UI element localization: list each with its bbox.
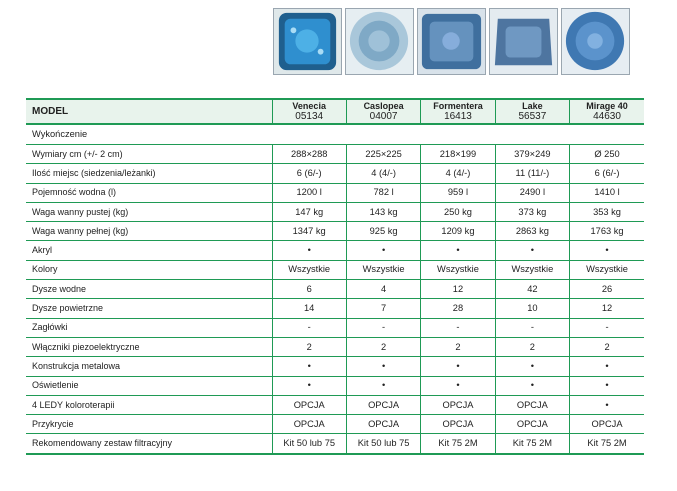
cell-value: 42 (495, 280, 569, 299)
cell-value: • (570, 376, 644, 395)
cell-value: 4 (4/-) (346, 164, 420, 183)
table-row (26, 164, 644, 183)
cell-value: 6 (6/-) (570, 164, 644, 183)
cell-value: 225×225 (346, 145, 420, 164)
cell-value: 12 (570, 299, 644, 318)
cell-value: 26 (570, 280, 644, 299)
table-row (26, 318, 644, 337)
table-row (26, 145, 644, 164)
cell-value: 782 l (346, 183, 420, 202)
row-label: Waga wanny pełnej (kg) (26, 222, 272, 241)
cell-value: - (421, 318, 495, 337)
row-label: Dysze wodne (26, 280, 272, 299)
cell-value: • (346, 241, 420, 260)
cell-value: 14 (272, 299, 346, 318)
spa-image-venecia (274, 9, 341, 74)
row-label: Rekomendowany zestaw filtracyjny (26, 434, 272, 454)
spa-image-lake (490, 9, 557, 74)
row-label: Konstrukcja metalowa (26, 357, 272, 376)
row-label: Dysze powietrzne (26, 299, 272, 318)
row-label: Przykrycie (26, 415, 272, 434)
spa-image-caslopea (346, 9, 413, 74)
cell-value: 147 kg (272, 202, 346, 221)
cell-value: 925 kg (346, 222, 420, 241)
model-column-header: Lake 56537 (495, 99, 569, 124)
row-label: Wymiary cm (+/- 2 cm) (26, 145, 272, 164)
model-column-header: Mirage 40 44630 (570, 99, 644, 124)
cell-value: 2 (421, 337, 495, 356)
cell-value: 959 l (421, 183, 495, 202)
cell-value: 11 (11/-) (495, 164, 569, 183)
cell-value: 2 (495, 337, 569, 356)
product-thumbnails (273, 8, 630, 75)
cell-value: OPCJA (346, 395, 420, 414)
cell-value: Kit 75 2M (495, 434, 569, 454)
cell-value: OPCJA (346, 415, 420, 434)
cell-value: 1410 l (570, 183, 644, 202)
cell-value: 1763 kg (570, 222, 644, 241)
row-label: 4 LEDY koloroterapii (26, 395, 272, 414)
cell-value: 2 (570, 337, 644, 356)
cell-value: OPCJA (272, 395, 346, 414)
cell-value: • (346, 376, 420, 395)
cell-value: • (272, 357, 346, 376)
cell-value: 4 (346, 280, 420, 299)
table-row (26, 299, 644, 318)
cell-value: • (570, 241, 644, 260)
table-row (26, 337, 644, 356)
row-label: Ilość miejsc (siedzenia/leżanki) (26, 164, 272, 183)
cell-value: OPCJA (570, 415, 644, 434)
model-column-header: Caslopea 04007 (346, 99, 420, 124)
cell-value: • (272, 241, 346, 260)
cell-value: OPCJA (421, 395, 495, 414)
cell-value: 2 (346, 337, 420, 356)
cell-value: - (570, 318, 644, 337)
table-row (26, 222, 644, 241)
cell-value: 1347 kg (272, 222, 346, 241)
cell-value: OPCJA (421, 415, 495, 434)
cell-value: 250 kg (421, 202, 495, 221)
cell-value: - (272, 318, 346, 337)
cell-value: • (495, 241, 569, 260)
row-label: Akryl (26, 241, 272, 260)
cell-value: 1209 kg (421, 222, 495, 241)
thumbnail-venecia[interactable] (273, 8, 342, 75)
row-label: Kolory (26, 260, 272, 279)
cell-value: Wszystkie (495, 260, 569, 279)
row-label: Włączniki piezoelektryczne (26, 337, 272, 356)
cell-value: 12 (421, 280, 495, 299)
cell-value: Kit 75 2M (570, 434, 644, 454)
model-header: MODEL (26, 99, 272, 124)
cell-value: OPCJA (495, 415, 569, 434)
spa-image-mirage-40 (562, 9, 629, 74)
cell-value: 10 (495, 299, 569, 318)
table-row (26, 241, 644, 260)
spa-image-formentera (418, 9, 485, 74)
row-label: Waga wanny pustej (kg) (26, 202, 272, 221)
table-row (26, 260, 644, 279)
cell-value: • (570, 357, 644, 376)
cell-value: Wszystkie (272, 260, 346, 279)
table-row (26, 415, 644, 434)
table-row (26, 280, 644, 299)
row-label: Pojemność wodna (l) (26, 183, 272, 202)
section-row (26, 124, 644, 145)
cell-value: Wszystkie (421, 260, 495, 279)
table-row (26, 376, 644, 395)
model-column-header: Formentera 16413 (421, 99, 495, 124)
cell-value: 4 (4/-) (421, 164, 495, 183)
spec-table (26, 98, 644, 455)
cell-value: - (495, 318, 569, 337)
cell-value: Wszystkie (570, 260, 644, 279)
cell-value: • (421, 357, 495, 376)
row-label: Zagłówki (26, 318, 272, 337)
cell-value: Kit 50 lub 75 (346, 434, 420, 454)
table-row (26, 357, 644, 376)
cell-value: • (272, 376, 346, 395)
table-header-row (26, 99, 644, 124)
cell-value: Kit 75 2M (421, 434, 495, 454)
row-label: Oświetlenie (26, 376, 272, 395)
cell-value: Wszystkie (346, 260, 420, 279)
cell-value: OPCJA (272, 415, 346, 434)
table-row (26, 183, 644, 202)
cell-value: Ø 250 (570, 145, 644, 164)
cell-value: • (570, 395, 644, 414)
cell-value: 379×249 (495, 145, 569, 164)
thumbnail-formentera[interactable] (417, 8, 486, 75)
cell-value: • (421, 241, 495, 260)
thumbnail-mirage-40[interactable] (561, 8, 630, 75)
cell-value: 2490 l (495, 183, 569, 202)
thumbnail-caslopea[interactable] (345, 8, 414, 75)
cell-value: 218×199 (421, 145, 495, 164)
cell-value: • (421, 376, 495, 395)
model-column-header: Venecia 05134 (272, 99, 346, 124)
cell-value: 6 (6/-) (272, 164, 346, 183)
cell-value: OPCJA (495, 395, 569, 414)
cell-value: 353 kg (570, 202, 644, 221)
cell-value: Kit 50 lub 75 (272, 434, 346, 454)
cell-value: 288×288 (272, 145, 346, 164)
cell-value: • (495, 357, 569, 376)
cell-value: 6 (272, 280, 346, 299)
cell-value: 2 (272, 337, 346, 356)
thumbnail-lake[interactable] (489, 8, 558, 75)
cell-value: • (495, 376, 569, 395)
cell-value: 28 (421, 299, 495, 318)
cell-value: 373 kg (495, 202, 569, 221)
cell-value: 1200 l (272, 183, 346, 202)
cell-value: 2863 kg (495, 222, 569, 241)
cell-value: • (346, 357, 420, 376)
cell-value: 143 kg (346, 202, 420, 221)
table-row (26, 395, 644, 414)
table-row (26, 434, 644, 454)
table-row (26, 202, 644, 221)
section-label: Wykończenie (26, 124, 644, 145)
cell-value: 7 (346, 299, 420, 318)
cell-value: - (346, 318, 420, 337)
